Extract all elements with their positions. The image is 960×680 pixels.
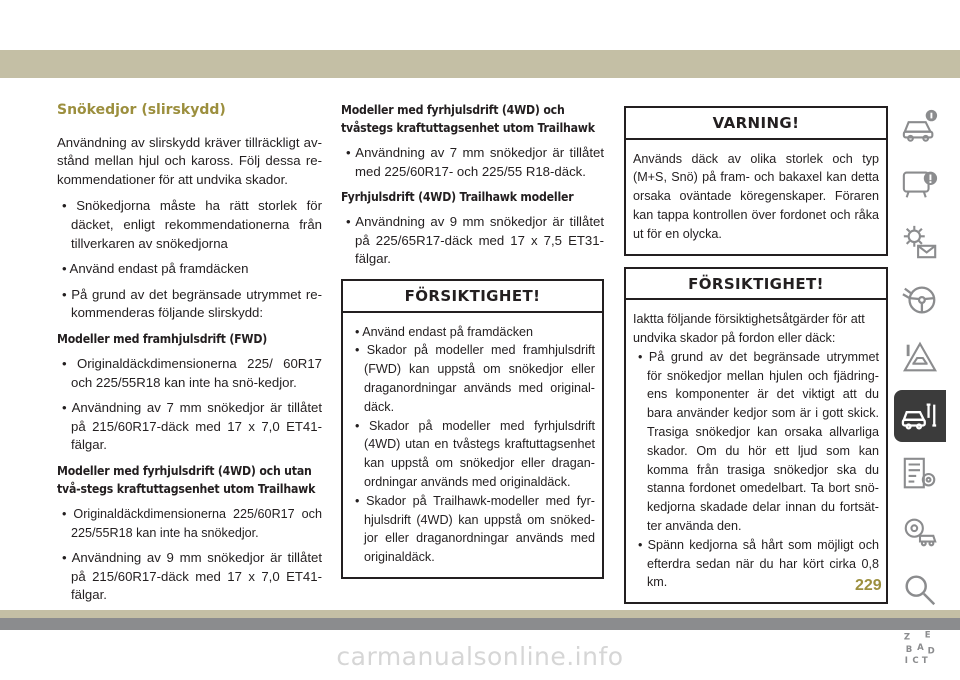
list-item: • På grund av det begränsade utrymmet re-kommenderas följande slirskydd: [62, 286, 322, 321]
list-item: • Använd endast på framdäcken [355, 324, 534, 339]
svg-text:I: I [904, 656, 908, 667]
roadside-warning-icon[interactable] [894, 332, 946, 384]
svg-text:D: D [927, 646, 935, 657]
list-item: • Spänn kedjorna så hårt som möjligt och efterdra sedan när du har kört cirka 0,8 km. [638, 537, 879, 590]
caution-body-2 [626, 300, 886, 602]
warning-body [626, 140, 886, 254]
svg-text:E: E [924, 630, 931, 641]
caution-body [343, 313, 602, 577]
caution-intro: Iaktta följande försiktighetsåtgärder för att undvika skador på fordon eller däck: [633, 312, 865, 345]
subheading-trailhawk: Fyrhjulsdrift (4WD) Trailhawk modeller [341, 190, 574, 205]
header-band [0, 50, 960, 78]
list-item: • På grund av det begränsade utrymmet för snökedjor mellan hjulen och fjädring-ens komponenter är det viktigt att du bara använder kedjor som är i gott skick. Trasiga snökedjor kan orsaka allvarliga skador. Om du hör ett ljud som kan komma från trasiga snökedjor ska du stanna fordonet omedelbart. Ta bort snö-kedjorna skadade delar innan du fortsät-ter använda den. [638, 349, 879, 533]
list-item: • Originaldäckdimensionerna 225/ 60R17 och 225/55R18 kan inte ha snö-kedjor. [62, 355, 322, 390]
page-top-margin [0, 0, 960, 50]
subheading-4wd-twostep: Modeller med fyrhjulsdrift (4WD) och tvåstegs kraftuttagsenhet utom Trailhawk [341, 103, 595, 135]
subheading-4wd-no-twostep: Modeller med fyrhjulsdrift (4WD) och utan två-stegs kraftuttagsenhet utom Trailhawk [57, 463, 316, 496]
footer-band-gray [0, 618, 960, 630]
list-item: • Originaldäckdimensionerna 225/60R17 och 225/55R18 kan inte ha snökedjor. [62, 506, 322, 540]
car-wrench-icon[interactable] [894, 390, 946, 442]
list-item: • Användning av 9 mm snökedjor är tillåtet på 215/60R17-däck med 17 x 7,0 ET41-fälgar. [62, 550, 322, 603]
column-3 [624, 106, 888, 615]
warning-title: VARNING! [626, 108, 886, 140]
caution-box [341, 279, 604, 579]
caution-title: FÖRSIKTIGHET! [343, 281, 602, 313]
list-item: • Snökedjorna måste ha rätt storlek för däcket, enligt rekommendationerna från tillverkaren av snökedjorna [62, 198, 322, 251]
list-item: • Skador på Trailhawk-modeller med fyr-hjulsdrift (4WD) kan uppstå om snöked-jor eller draganordningar används med originaldäck. [355, 493, 595, 565]
sun-mail-icon[interactable] [894, 216, 946, 268]
page-number: 229 [855, 577, 882, 594]
watermark: carmanualsonline.info [336, 642, 624, 671]
warning-box [624, 106, 888, 256]
list-item: • Använd endast på framdäcken [62, 261, 249, 277]
caution-box-2 [624, 267, 888, 605]
warning-text: Används däck av olika storlek och typ (M+S, Snö) på fram- och bakaxel kan detta orsaka oväntade köregenskaper. Föraren kan tappa kontrollen över fordonet och råka ut för en olycka. [633, 151, 879, 241]
section-title: Snökedjor (slirskydd) [57, 102, 226, 118]
list-item: • Skador på modeller med framhjulsdrift (FWD) kan uppstå om snökedjor eller draganordningar används med original-däck. [355, 343, 595, 414]
svg-text:T: T [921, 656, 928, 667]
chapter-tabs [894, 100, 946, 680]
list-item: • Användning av 9 mm snökedjor är tillåtet på 225/65R17-däck med 17 x 7,5 ET31-fälgar. [346, 214, 604, 267]
search-icon[interactable] [894, 564, 946, 616]
caution-title-2: FÖRSIKTIGHET! [626, 269, 886, 301]
car-info-icon[interactable] [894, 100, 946, 152]
subheading-fwd: Modeller med framhjulsdrift (FWD) [57, 331, 268, 346]
svg-text:B: B [905, 644, 913, 655]
footer-band [0, 610, 960, 618]
svg-text:Z: Z [903, 632, 911, 643]
svg-text:C: C [912, 656, 919, 667]
list-item: • Skador på modeller med fyrhjulsdrift (4WD) utan en tvåstegs kraftuttagsenhet kan uppstå om snökedjor eller dragan-ordningar används med originaldäck. [355, 418, 595, 489]
checklist-gear-icon[interactable] [894, 448, 946, 500]
svg-text:A: A [917, 642, 924, 653]
list-item: • Användning av 7 mm snökedjor är tillåtet med 225/60R17- och 225/55 R18-däck. [346, 145, 604, 179]
steering-wheel-icon[interactable] [894, 274, 946, 326]
column-2 [341, 101, 604, 579]
warning-lights-icon[interactable] [894, 158, 946, 210]
column-1 [57, 101, 322, 612]
list-item: • Användning av 7 mm snökedjor är tillåtet på 215/60R17-däck med 17 x 7,0 ET41-fälgar. [62, 400, 322, 453]
intro-paragraph: Användning av slirskydd kräver tillräckligt av-stånd mellan hjul och kaross. Följ dessa re-kommendationer för att undvika skador. [57, 134, 322, 187]
car-settings-icon[interactable] [894, 506, 946, 558]
